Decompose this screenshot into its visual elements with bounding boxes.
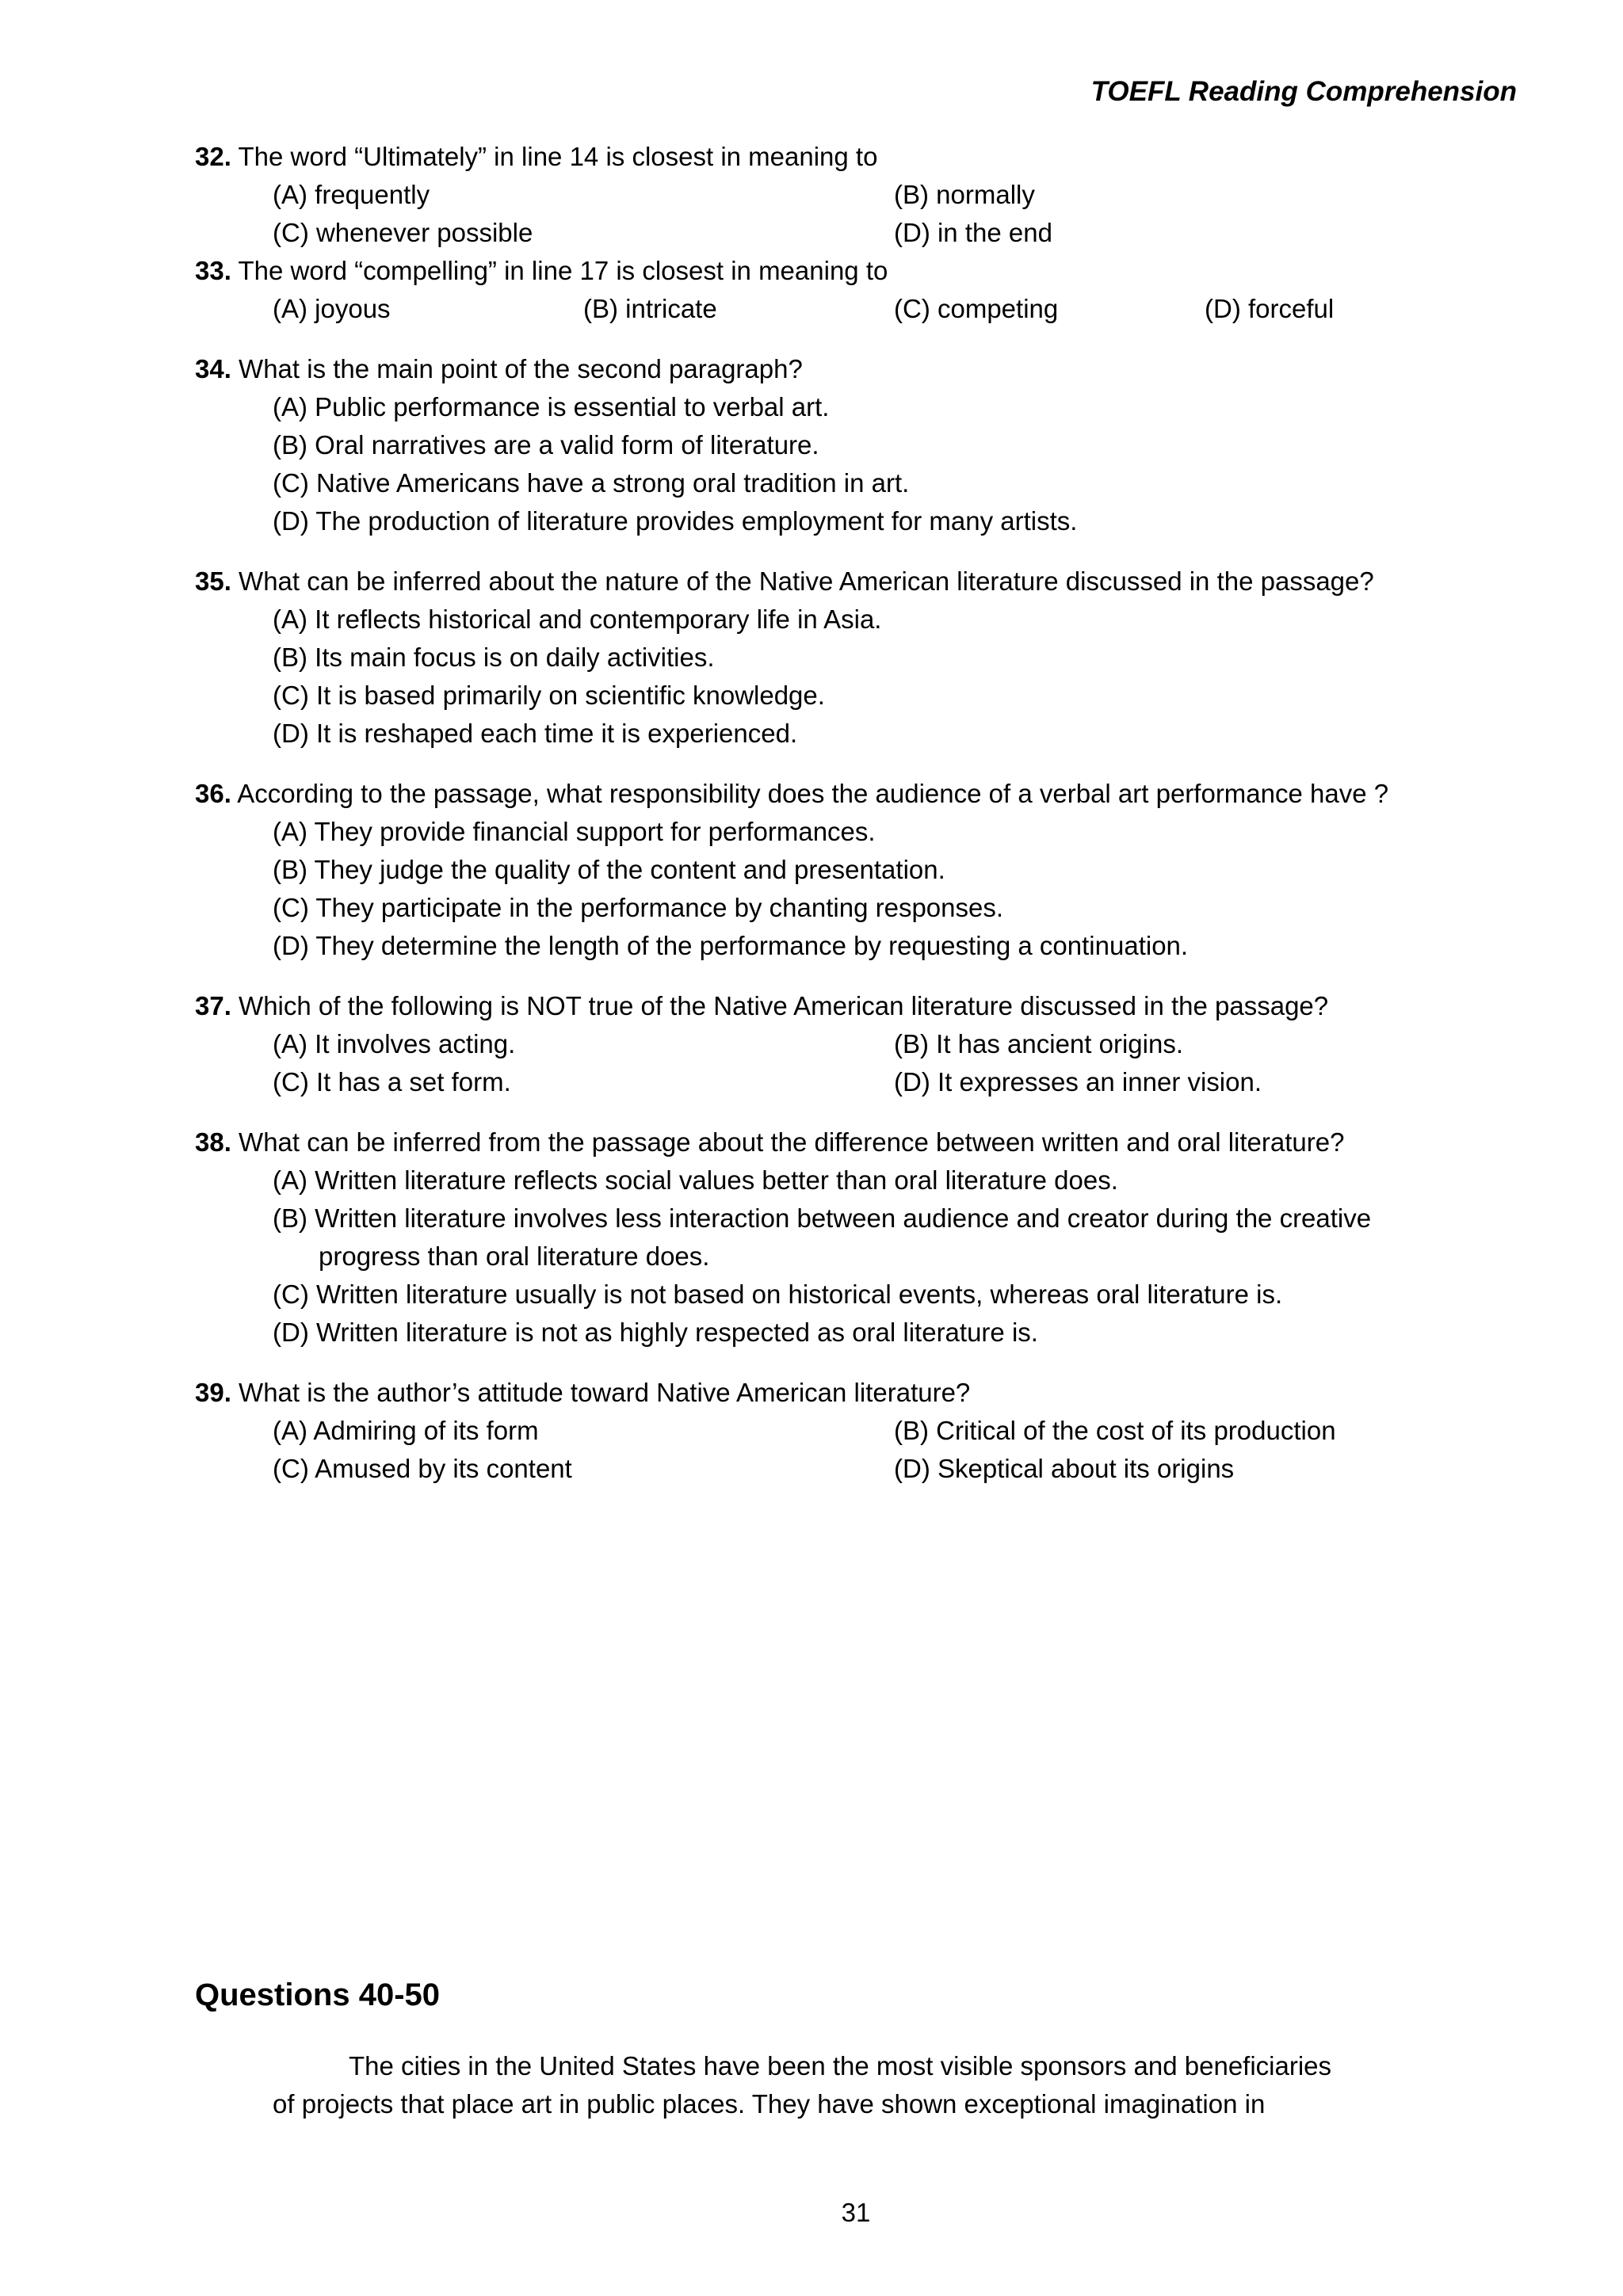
option-c[interactable]: (C) competing (894, 294, 1059, 323)
option-b[interactable]: (B) It has ancient origins. (894, 1029, 1183, 1058)
question-number: 39. (195, 1378, 231, 1407)
question-36 (195, 775, 1503, 965)
section-heading: Questions 40-50 (195, 1978, 441, 2012)
running-header: TOEFL Reading Comprehension (1090, 76, 1517, 107)
answer-options (195, 290, 1503, 328)
option-d[interactable]: (D) It expresses an inner vision. (894, 1067, 1262, 1097)
question-38 (195, 1123, 1503, 1352)
question-32 (195, 138, 1503, 252)
option-a[interactable]: (A) joyous (273, 294, 391, 323)
option-d[interactable]: (D) Skeptical about its origins (894, 1454, 1235, 1483)
question-number: 35. (195, 566, 231, 596)
question-34 (195, 350, 1503, 540)
question-list (195, 138, 1503, 1510)
answer-options (195, 601, 1503, 753)
option-c[interactable]: (C) Amused by its content (273, 1454, 572, 1483)
question-number: 33. (195, 256, 231, 285)
answer-options (195, 1161, 1503, 1352)
question-number: 38. (195, 1127, 231, 1157)
answer-options (195, 1025, 1503, 1101)
question-39 (195, 1374, 1503, 1488)
passage-line: The cities in the United States have been the most visible sponsors and beneficiaries (349, 2051, 1332, 2081)
answer-options (195, 388, 1503, 540)
question-37 (195, 987, 1503, 1101)
question-stem: What can be inferred about the nature of the Native American literature discussed in the passage? (239, 566, 1374, 596)
option-b[interactable]: (B) Critical of the cost of its production (894, 1416, 1336, 1445)
question-stem: What is the author’s attitude toward Native American literature? (239, 1378, 971, 1407)
question-number: 34. (195, 354, 231, 383)
option-b[interactable]: (B) Its main focus is on daily activities. (273, 643, 715, 672)
option-a[interactable]: (A) They provide financial support for performances. (273, 817, 876, 846)
option-c[interactable]: (C) Native Americans have a strong oral tradition in art. (273, 468, 910, 498)
question-number: 36. (195, 779, 231, 808)
option-c[interactable]: (C) They participate in the performance by chanting responses. (273, 893, 1004, 922)
question-stem: The word “Ultimately” in line 14 is closest in meaning to (238, 142, 878, 171)
option-b[interactable]: (B) normally (894, 180, 1035, 209)
option-b[interactable]: (B) They judge the quality of the content and presentation. (273, 855, 945, 884)
question-33 (195, 252, 1503, 328)
question-35 (195, 563, 1503, 753)
passage-line: of projects that place art in public places. They have shown exceptional imagination in (273, 2089, 1266, 2119)
option-a[interactable]: (A) Public performance is essential to verbal art. (273, 392, 830, 421)
option-d[interactable]: (D) The production of literature provides employment for many artists. (273, 506, 1078, 536)
question-number: 37. (195, 991, 231, 1020)
option-d[interactable]: (D) forceful (1205, 294, 1335, 323)
answer-options (195, 176, 1503, 252)
option-c[interactable]: (C) It is based primarily on scientific knowledge. (273, 681, 825, 710)
answer-options (195, 813, 1503, 965)
option-d[interactable]: (D) Written literature is not as highly respected as oral literature is. (273, 1318, 1038, 1347)
option-c[interactable]: (C) It has a set form. (273, 1067, 511, 1097)
option-a[interactable]: (A) It reflects historical and contemporary life in Asia. (273, 605, 882, 634)
option-c[interactable]: (C) whenever possible (273, 218, 533, 247)
reading-passage (273, 2047, 1398, 2123)
option-a[interactable]: (A) It involves acting. (273, 1029, 516, 1058)
option-b[interactable]: (B) Written literature involves less interaction between audience and creator during the creative progress than oral literature does. (273, 1203, 1372, 1271)
question-stem: Which of the following is NOT true of the Native American literature discussed in the passage? (239, 991, 1329, 1020)
question-number: 32. (195, 142, 231, 171)
option-d[interactable]: (D) in the end (894, 218, 1052, 247)
option-d[interactable]: (D) It is reshaped each time it is experienced. (273, 719, 798, 748)
question-stem: What can be inferred from the passage about the difference between written and oral literature? (239, 1127, 1345, 1157)
page-number: 31 (841, 2198, 871, 2227)
option-a[interactable]: (A) Admiring of its form (273, 1416, 539, 1445)
option-b[interactable]: (B) Oral narratives are a valid form of literature. (273, 430, 819, 460)
question-stem: The word “compelling” in line 17 is closest in meaning to (238, 256, 888, 285)
option-d[interactable]: (D) They determine the length of the performance by requesting a continuation. (273, 931, 1189, 960)
option-c[interactable]: (C) Written literature usually is not based on historical events, whereas oral literature is. (273, 1280, 1283, 1309)
question-stem: According to the passage, what responsibility does the audience of a verbal art performance have ? (237, 779, 1389, 808)
question-stem: What is the main point of the second paragraph? (239, 354, 803, 383)
answer-options (195, 1412, 1503, 1488)
option-a[interactable]: (A) frequently (273, 180, 430, 209)
option-b[interactable]: (B) intricate (583, 294, 717, 323)
option-a[interactable]: (A) Written literature reflects social values better than oral literature does. (273, 1165, 1118, 1195)
